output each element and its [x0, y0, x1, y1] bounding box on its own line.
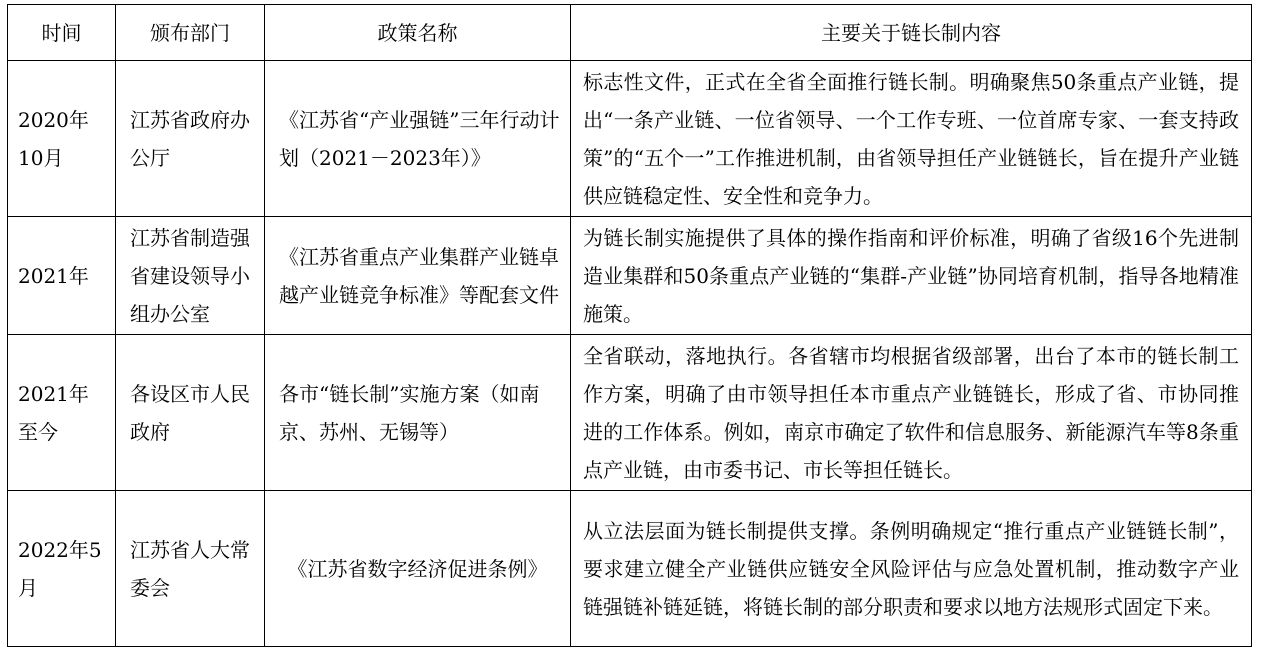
header-policy: 政策名称	[265, 5, 571, 61]
header-time: 时间	[8, 5, 116, 61]
policy-table	[7, 4, 1252, 647]
cell-department: 江苏省政府办公厅	[116, 61, 265, 217]
table-header-row	[8, 5, 1252, 61]
cell-time: 2022年5月	[8, 491, 116, 647]
cell-department: 江苏省制造强省建设领导小组办公室	[116, 217, 265, 335]
cell-policy: 《江苏省“产业强链”三年行动计划（2021－2023年）》	[265, 61, 571, 217]
cell-content: 为链长制实施提供了具体的操作指南和评价标准，明确了省级16个先进制造业集群和50条重点产业链的“集群-产业链”协同培育机制，指导各地精准施策。	[571, 217, 1252, 335]
table-row	[8, 61, 1252, 217]
table-row	[8, 491, 1252, 647]
cell-content: 标志性文件，正式在全省全面推行链长制。明确聚焦50条重点产业链，提出“一条产业链、一位省领导、一个工作专班、一位首席专家、一套支持政策”的“五个一”工作推进机制，由省领导担任产业链链长，旨在提升产业链供应链稳定性、安全性和竞争力。	[571, 61, 1252, 217]
cell-department: 江苏省人大常委会	[116, 491, 265, 647]
header-content: 主要关于链长制内容	[571, 5, 1252, 61]
cell-policy: 《江苏省重点产业集群产业链卓越产业链竞争标准》等配套文件	[265, 217, 571, 335]
cell-policy: 各市“链长制”实施方案（如南京、苏州、无锡等）	[265, 335, 571, 491]
table-row	[8, 217, 1252, 335]
cell-time: 2021年	[8, 217, 116, 335]
cell-time: 2020年10月	[8, 61, 116, 217]
cell-department: 各设区市人民政府	[116, 335, 265, 491]
table-row	[8, 335, 1252, 491]
header-department: 颁布部门	[116, 5, 265, 61]
cell-policy: 《江苏省数字经济促进条例》	[265, 491, 571, 647]
cell-time: 2021年至今	[8, 335, 116, 491]
cell-content: 从立法层面为链长制提供支撑。条例明确规定“推行重点产业链链长制”，要求建立健全产业链供应链安全风险评估与应急处置机制，推动数字产业链强链补链延链，将链长制的部分职责和要求以地方法规形式固定下来。	[571, 491, 1252, 647]
cell-content: 全省联动，落地执行。各省辖市均根据省级部署，出台了本市的链长制工作方案，明确了由市领导担任本市重点产业链链长，形成了省、市协同推进的工作体系。例如，南京市确定了软件和信息服务、新能源汽车等8条重点产业链，由市委书记、市长等担任链长。	[571, 335, 1252, 491]
